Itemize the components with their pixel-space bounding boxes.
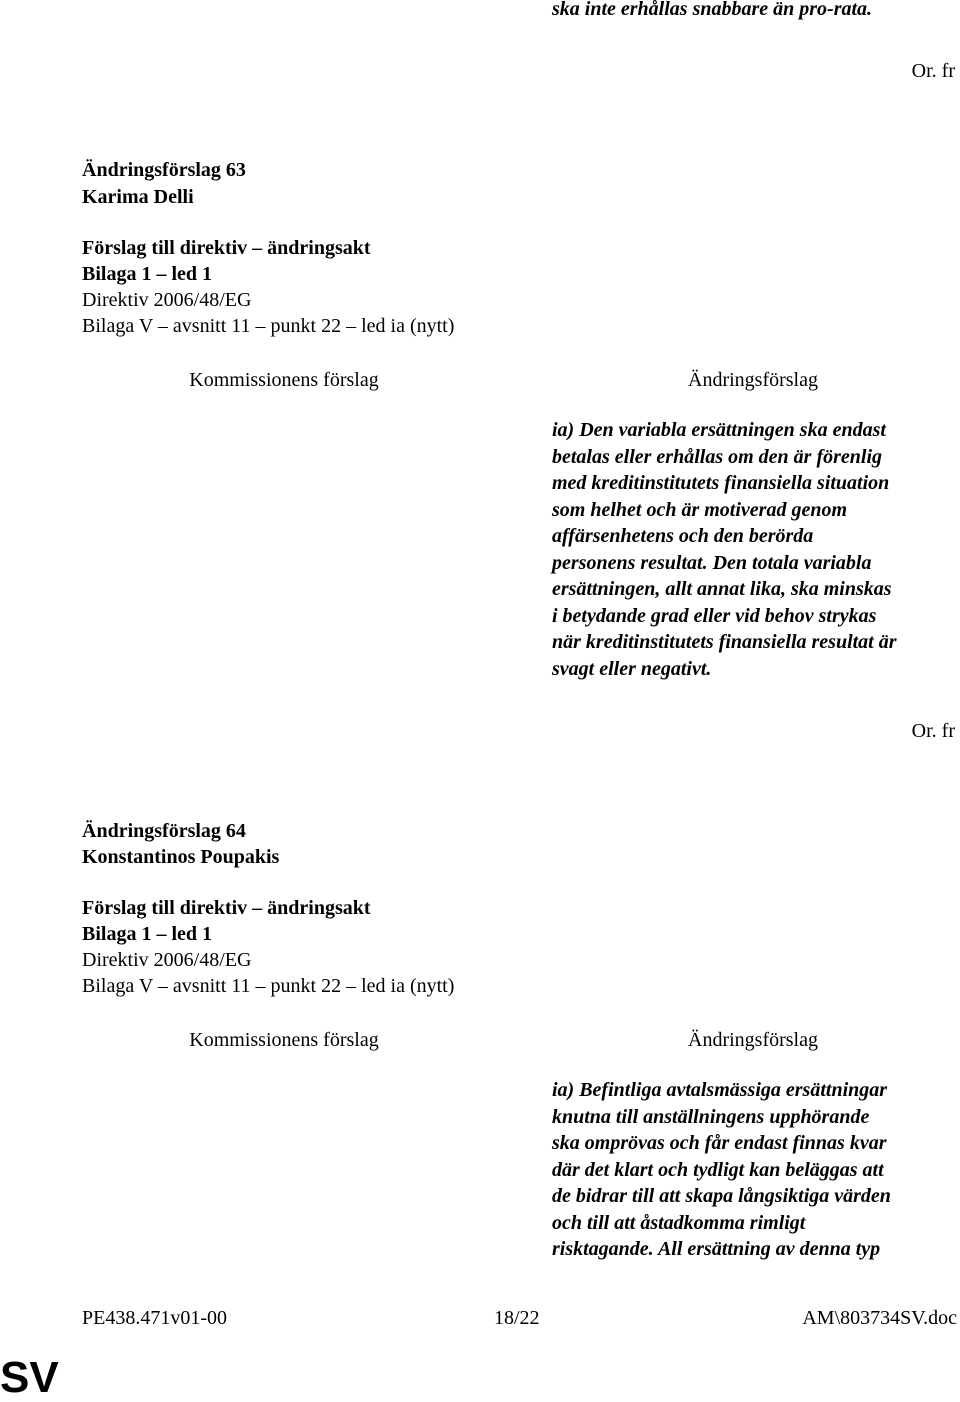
reference-line: Direktiv 2006/48/EG <box>82 289 252 311</box>
reference-line: Bilaga 1 – led 1 <box>82 923 213 945</box>
amendment-number: Ändringsförslag 64 <box>82 820 246 842</box>
amendment-text: ia) Den variabla ersättningen ska endast betalas eller erhållas om den är förenlig med kreditinstitutets finansiella situation som helhet och är motiverad genom affärsenhetens och den berörda personens resultat. Den totala variabla ersättningen, allt annat lika, ska minskas i betydande grad eller vid behov strykas när kreditinstitutets finansiella resultat är svagt eller negativt. <box>552 419 897 680</box>
column-heading-commission: Kommissionens förslag <box>189 1029 379 1051</box>
reference-line: Bilaga 1 – led 1 <box>82 263 213 285</box>
footer-file-name: AM\803734SV.doc <box>802 1307 957 1329</box>
amendment-author: Konstantinos Poupakis <box>82 846 280 868</box>
reference-line: Bilaga V – avsnitt 11 – punkt 22 – led ia (nytt) <box>82 315 455 337</box>
column-heading-commission: Kommissionens förslag <box>189 369 379 391</box>
reference-line: Bilaga V – avsnitt 11 – punkt 22 – led ia (nytt) <box>82 975 455 997</box>
amendment-author: Karima Delli <box>82 186 194 208</box>
language-badge: SV <box>0 1353 59 1402</box>
column-heading-amendment: Ändringsförslag <box>688 369 818 391</box>
footer-doc-ref: PE438.471v01-00 <box>82 1307 227 1329</box>
column-heading-amendment: Ändringsförslag <box>688 1029 818 1051</box>
reference-line: Förslag till direktiv – ändringsakt <box>82 897 371 919</box>
reference-line: Direktiv 2006/48/EG <box>82 949 252 971</box>
footer-page-number: 18/22 <box>494 1307 540 1329</box>
amendment-number: Ändringsförslag 63 <box>82 159 246 181</box>
reference-line: Förslag till direktiv – ändringsakt <box>82 237 371 259</box>
amendment-text: ia) Befintliga avtalsmässiga ersättningar knutna till anställningens upphörande ska omprövas och får endast finnas kvar där det klart och tydligt kan beläggas att de bidrar till att skapa långsiktiga värden och till att åstadkomma rimligt risktagande. All ersättning av denna typ <box>552 1079 891 1260</box>
original-language-label: Or. fr <box>911 60 955 82</box>
continued-text: ska inte erhållas snabbare än pro-rata. <box>552 0 873 20</box>
original-language-label: Or. fr <box>911 720 955 742</box>
